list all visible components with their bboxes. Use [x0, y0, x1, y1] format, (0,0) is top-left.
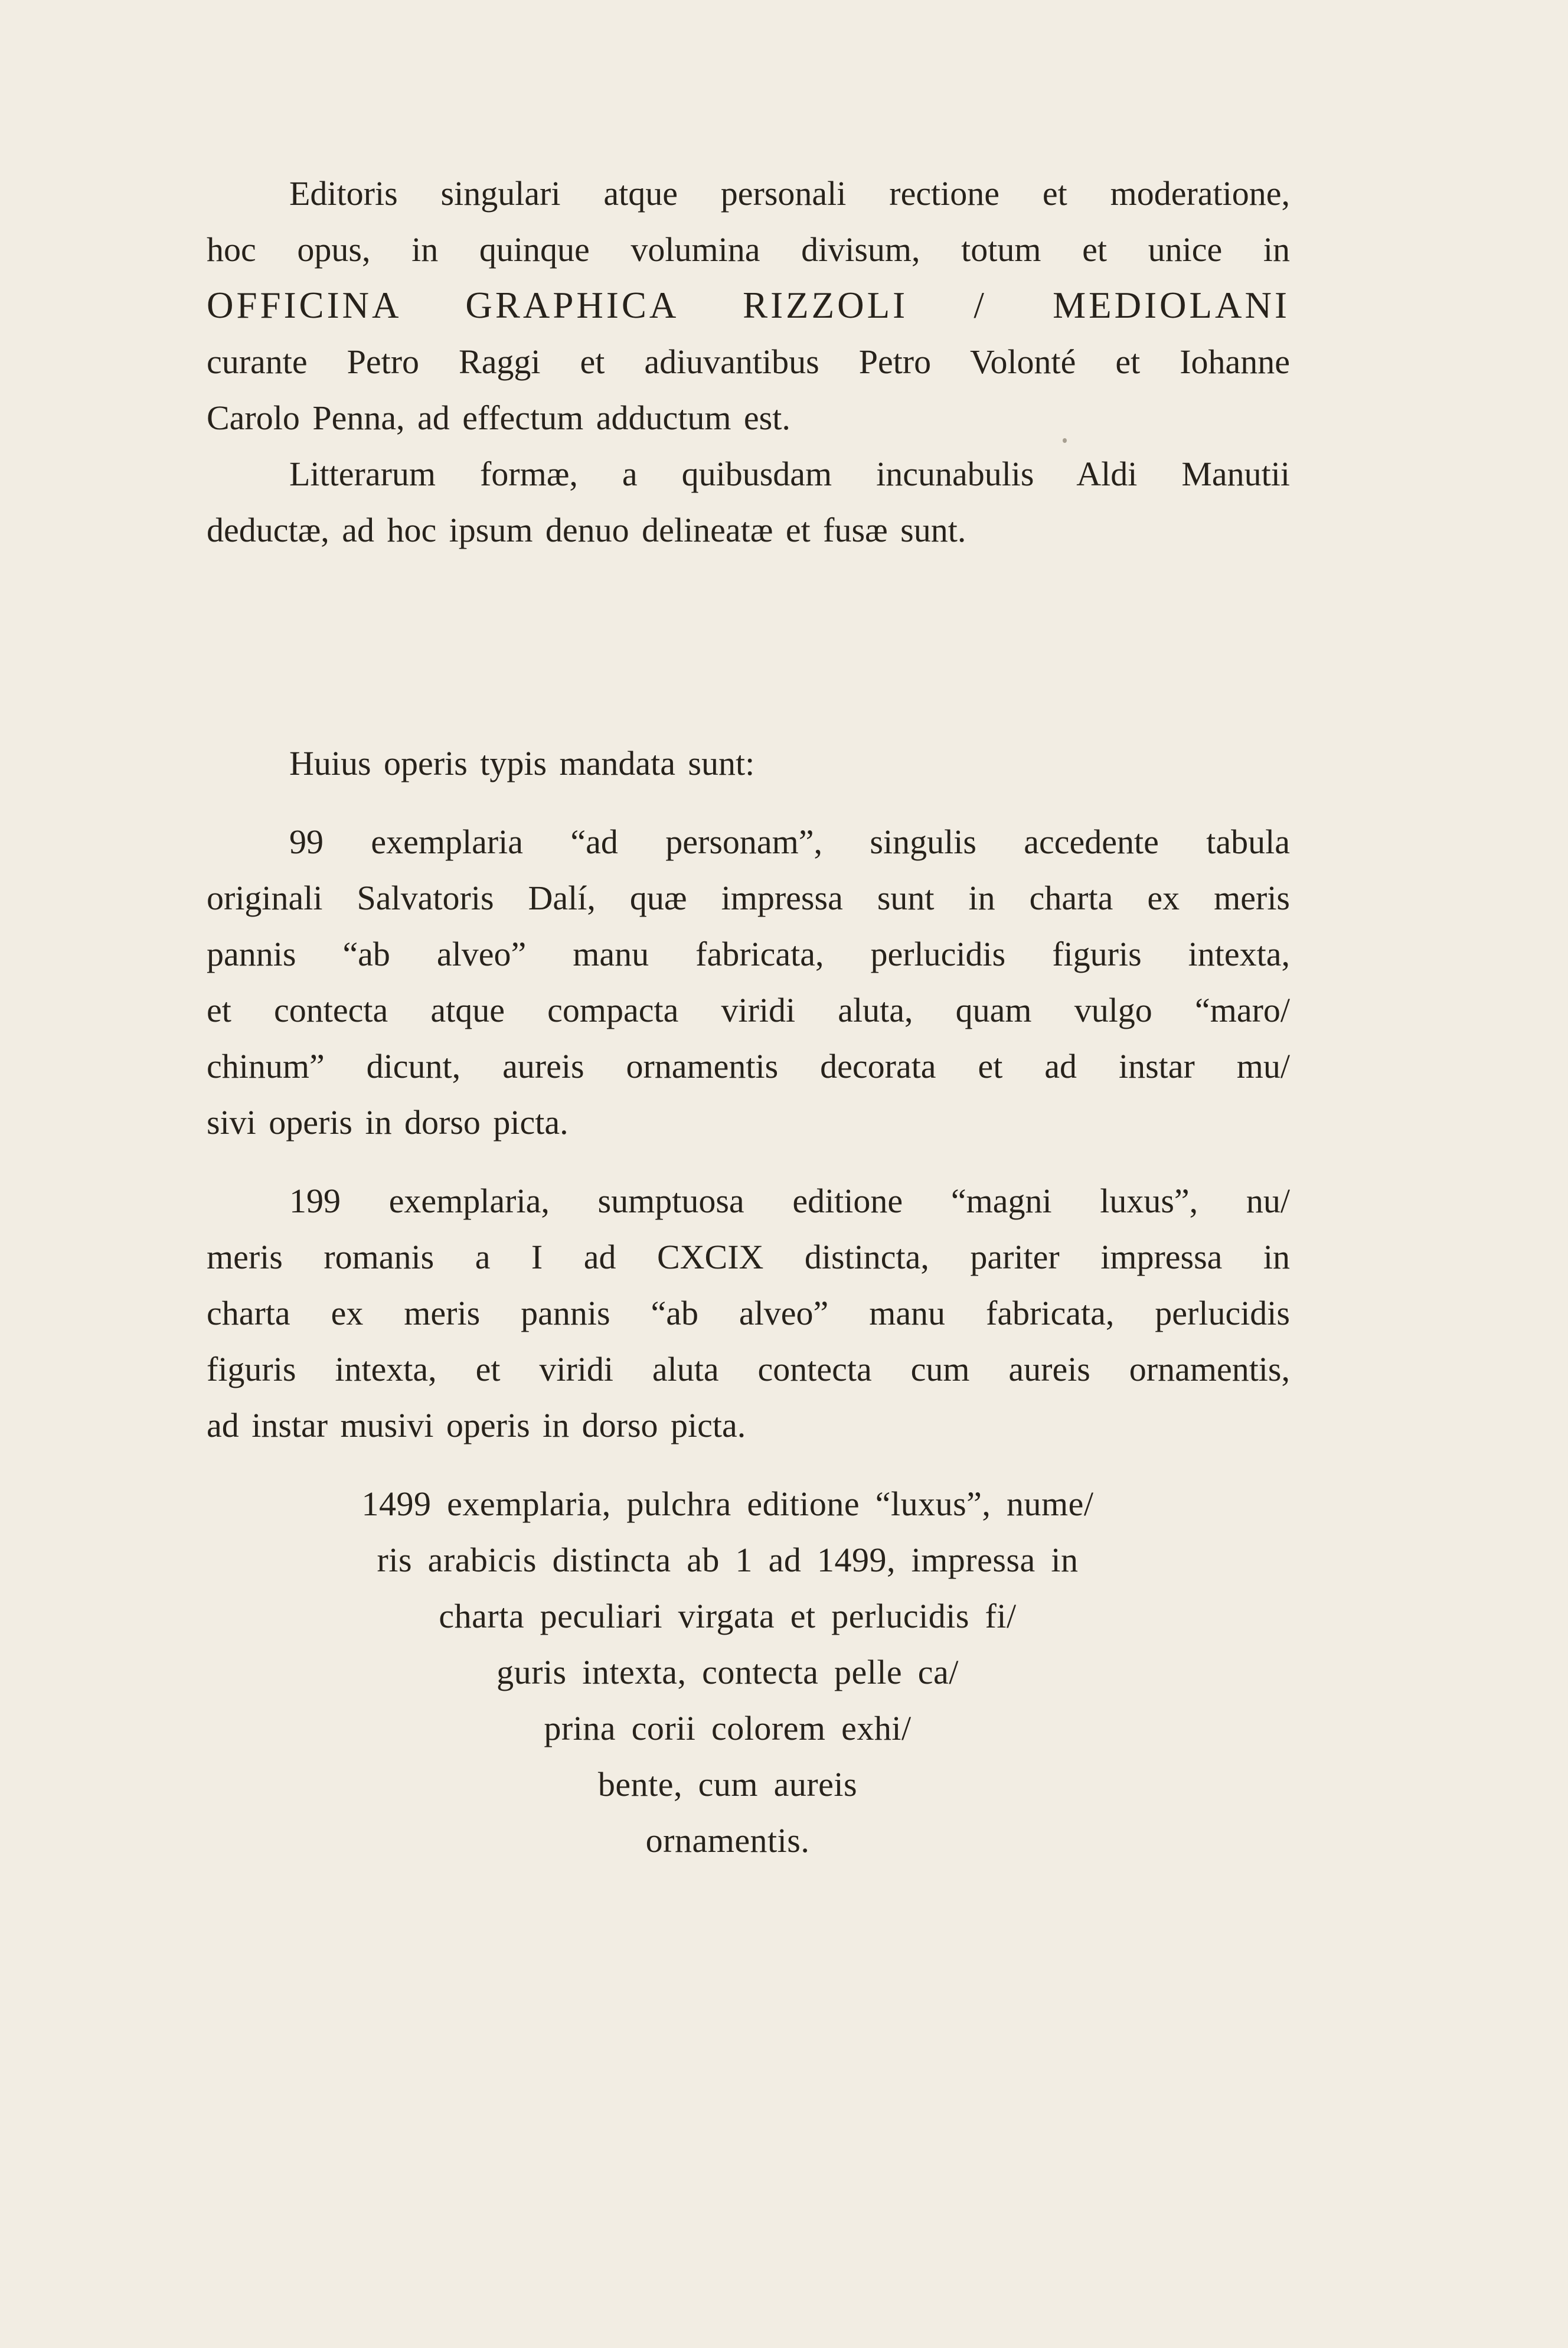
- text-line: Litterarum formæ, a quibusdam incunabulis Aldi Manutii: [289, 455, 1290, 493]
- text-line: 1499 exemplaria, pulchra editione “luxus”, nume/: [361, 1485, 1094, 1523]
- typeface-paragraph: [207, 446, 1290, 558]
- text-line: et contecta atque compacta viridi aluta, quam vulgo “maro/: [207, 991, 1290, 1029]
- edition-199-paragraph: [207, 1173, 1290, 1453]
- text-line: curante Petro Raggi et adiuvantibus Petro Volonté et Iohanne: [207, 343, 1290, 381]
- text-line: charta ex meris pannis “ab alveo” manu fabricata, perlucidis: [207, 1294, 1290, 1332]
- text-line: Editoris singulari atque personali rectione et moderatione,: [289, 174, 1290, 213]
- text-line: hoc opus, in quinque volumina divisum, totum et unice in: [207, 230, 1290, 269]
- edition-1499-paragraph: [207, 1476, 1249, 1868]
- edition-99-paragraph: [207, 814, 1290, 1150]
- text-line: ris arabicis distincta ab 1 ad 1499, impressa in: [377, 1541, 1079, 1579]
- text-line: charta peculiari virgata et perlucidis fi/: [439, 1597, 1017, 1635]
- text-line: Carolo Penna, ad effectum adductum est.: [207, 399, 790, 437]
- text-line: deductæ, ad hoc ipsum denuo delineatæ et fusæ sunt.: [207, 511, 966, 549]
- editions-heading: Huius operis typis mandata sunt:: [289, 744, 755, 782]
- text-line: ad instar musivi operis in dorso picta.: [207, 1406, 746, 1444]
- text-line: sivi operis in dorso picta.: [207, 1103, 569, 1142]
- text-line: meris romanis a I ad CXCIX distincta, pariter impressa in: [207, 1238, 1290, 1276]
- printing-house-line: OFFICINA GRAPHICA RIZZOLI / MEDIOLANI: [207, 285, 1290, 326]
- text-line: 99 exemplaria “ad personam”, singulis accedente tabula: [289, 823, 1290, 861]
- text-line: 199 exemplaria, sumptuosa editione “magni luxus”, nu/: [289, 1182, 1290, 1220]
- text-line: ornamentis.: [645, 1821, 810, 1860]
- text-line: pannis “ab alveo” manu fabricata, perlucidis figuris intexta,: [207, 935, 1290, 973]
- text-line: prina corii colorem exhi/: [544, 1709, 912, 1747]
- text-line: chinum” dicunt, aureis ornamentis decorata et ad instar mu/: [207, 1047, 1290, 1085]
- text-line: bente, cum aureis: [597, 1765, 858, 1804]
- colophon-text-block: [207, 165, 1290, 1868]
- text-line: originali Salvatoris Dalí, quæ impressa sunt in charta ex meris: [207, 879, 1290, 917]
- text-line: guris intexta, contecta pelle ca/: [496, 1653, 959, 1691]
- text-line: figuris intexta, et viridi aluta contecta cum aureis ornamentis,: [207, 1350, 1290, 1388]
- production-paragraph: [207, 165, 1290, 446]
